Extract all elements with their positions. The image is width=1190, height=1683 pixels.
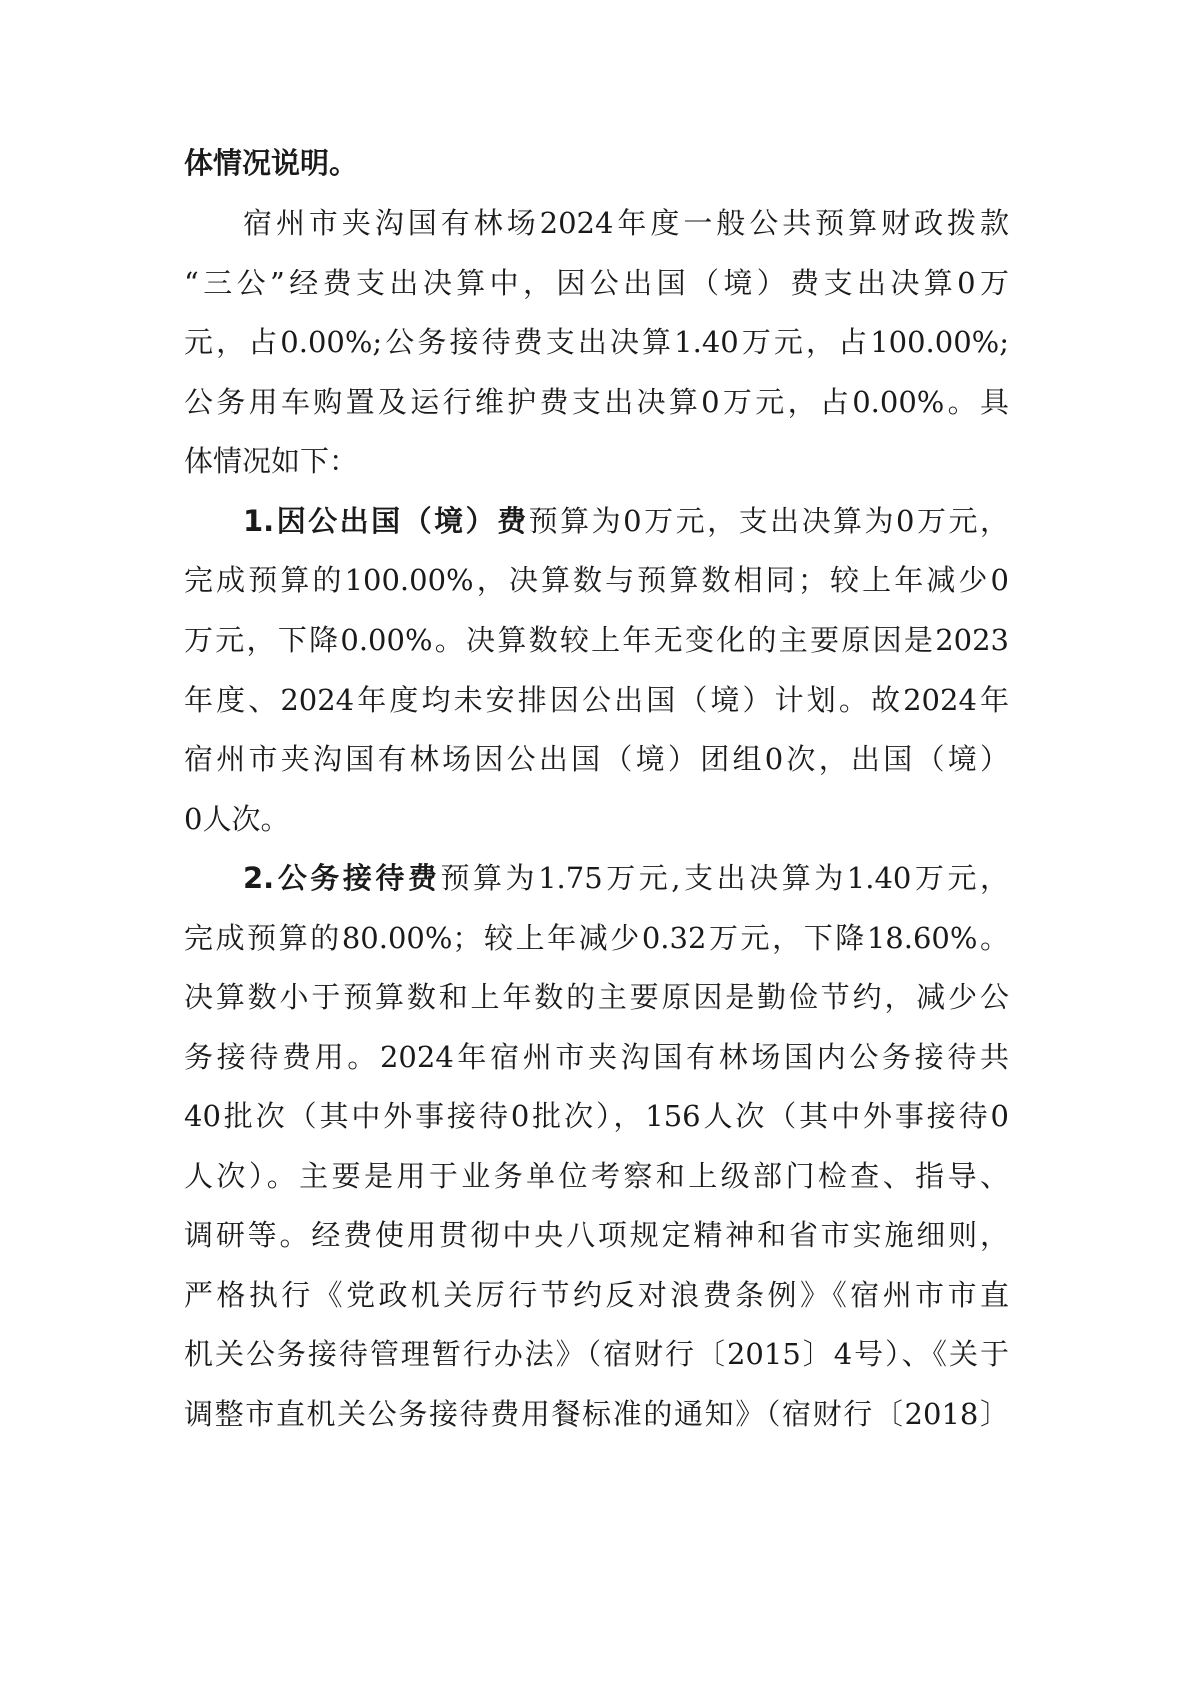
paragraph-line: 机关公务接待管理暂行办法》（宿财行〔2015〕4号）、《关于 bbox=[184, 1337, 1009, 1371]
item-2-title: 2.公务接待费 bbox=[243, 861, 441, 895]
paragraph-line: 元，占0.00%;公务接待费支出决算1.40万元，占100.00%; bbox=[184, 325, 1009, 359]
paragraph-line: 人次）。主要是用于业务单位考察和上级部门检查、指导、 bbox=[184, 1159, 1009, 1193]
paragraph-line: 务接待费用。2024年宿州市夹沟国有林场国内公务接待共 bbox=[184, 1040, 1009, 1074]
paragraph-line: 40批次（其中外事接待0批次），156人次（其中外事接待0 bbox=[184, 1099, 1009, 1133]
paragraph-line: 严格执行《党政机关厉行节约反对浪费条例》《宿州市市直 bbox=[184, 1278, 1009, 1312]
section-heading-tail: 体情况说明。 bbox=[184, 146, 359, 180]
paragraph-line: “三公”经费支出决算中，因公出国（境）费支出决算0万 bbox=[184, 266, 1009, 300]
paragraph-line: 完成预算的80.00%；较上年减少0.32万元，下降18.60%。 bbox=[184, 921, 1009, 955]
paragraph-line: 调整市直机关公务接待费用餐标准的通知》（宿财行〔2018〕 bbox=[184, 1397, 1009, 1431]
paragraph-line: 0人次。 bbox=[184, 802, 290, 836]
item-1-text: 预算为0万元，支出决算为0万元， bbox=[528, 504, 1009, 538]
item-2-text: 预算为1.75万元,支出决算为1.40万元， bbox=[440, 861, 1009, 895]
paragraph-line: 年度、2024年度均未安排因公出国（境）计划。故2024年 bbox=[184, 683, 1009, 717]
paragraph-line: 体情况如下： bbox=[184, 444, 359, 478]
paragraph-line: 公务用车购置及运行维护费支出决算0万元，占0.00%。具 bbox=[184, 385, 1009, 419]
item-1-first-line bbox=[243, 501, 1009, 541]
paragraph-line: 宿州市夹沟国有林场2024年度一般公共预算财政拨款 bbox=[243, 206, 1009, 240]
item-1-title: 1.因公出国（境）费 bbox=[243, 504, 529, 538]
paragraph-line: 调研等。经费使用贯彻中央八项规定精神和省市实施细则， bbox=[184, 1218, 1009, 1252]
paragraph-line: 宿州市夹沟国有林场因公出国（境）团组0次，出国（境） bbox=[184, 742, 1009, 776]
paragraph-line: 万元，下降0.00%。决算数较上年无变化的主要原因是2023 bbox=[184, 623, 1009, 657]
paragraph-line: 决算数小于预算数和上年数的主要原因是勤俭节约，减少公 bbox=[184, 980, 1009, 1014]
item-2-first-line bbox=[243, 858, 1009, 898]
paragraph-line: 完成预算的100.00%，决算数与预算数相同；较上年减少0 bbox=[184, 563, 1009, 597]
